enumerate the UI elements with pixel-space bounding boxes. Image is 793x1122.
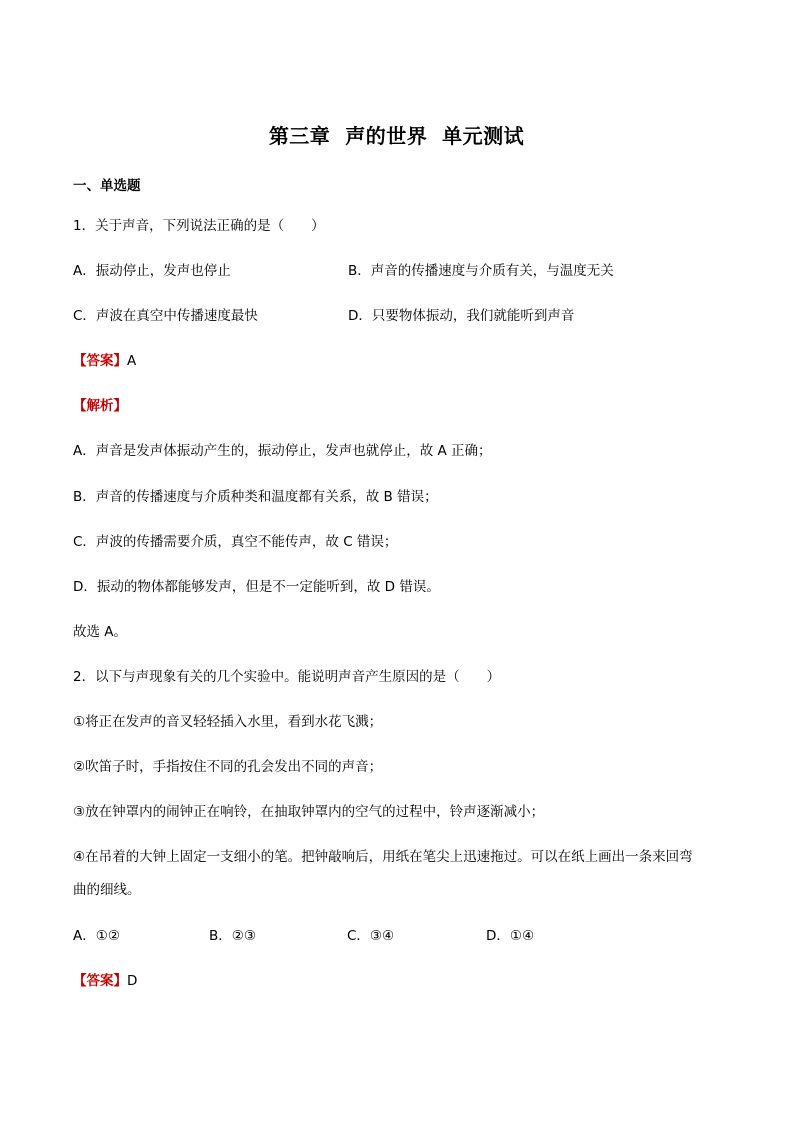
question-1-option-b: B．声音的传播速度与介质有关，与温度无关 [348, 263, 614, 279]
question-1-option-a: A．振动停止，发声也停止 [73, 263, 231, 279]
question-2-option-d: D．①④ [486, 928, 535, 944]
analysis-line: D．振动的物体都能够发声，但是不一定能听到，故 D 错误。 [73, 579, 440, 595]
section-heading: 一、单选题 [73, 178, 141, 194]
question-1-option-c: C．声波在真空中传播速度最快 [73, 308, 258, 324]
answer-tag: 【答案】 [73, 973, 127, 989]
question-2-item: ③放在钟罩内的闹钟正在响铃，在抽取钟罩内的空气的过程中，铃声逐渐减小； [73, 804, 545, 820]
question-2-answer [73, 971, 137, 991]
analysis-tag: 【解析】 [73, 398, 127, 414]
question-2-item: ②吹笛子时，手指按住不同的孔会发出不同的声音； [73, 759, 383, 775]
question-1-option-d: D．只要物体振动，我们就能听到声音 [348, 308, 575, 324]
analysis-line: B．声音的传播速度与介质种类和温度都有关系，故 B 错误； [73, 489, 438, 505]
question-2-option-b: B．②③ [209, 928, 256, 944]
question-1-stem: 1．关于声音，下列说法正确的是（ ） [73, 218, 325, 234]
question-2-item: ④在吊着的大钟上固定一支细小的笔。把钟敲响后，用纸在笔尖上迅速拖过。可以在纸上画出一条来回弯 [73, 849, 693, 865]
question-2-option-a: A．①② [73, 928, 120, 944]
question-2-item: ①将正在发声的音叉轻轻插入水里，看到水花飞溅； [73, 714, 383, 730]
question-2-stem: 2．以下与声现象有关的几个实验中。能说明声音产生原因的是（ ） [73, 669, 501, 685]
question-2-option-c: C．③④ [347, 928, 395, 944]
question-1-answer [73, 351, 136, 371]
analysis-line: A．声音是发声体振动产生的，振动停止，发声也就停止，故 A 正确； [73, 443, 492, 459]
question-2-item-continued: 曲的细线。 [73, 882, 141, 898]
answer-tag: 【答案】 [73, 353, 127, 369]
page-title: 第三章 声的世界 单元测试 [268, 124, 525, 148]
analysis-conclusion: 故选 A。 [73, 624, 128, 640]
answer-value: A [127, 353, 137, 369]
question-1-analysis-heading [73, 396, 127, 416]
answer-value: D [127, 973, 138, 989]
analysis-line: C．声波的传播需要介质，真空不能传声，故 C 错误； [73, 534, 398, 550]
